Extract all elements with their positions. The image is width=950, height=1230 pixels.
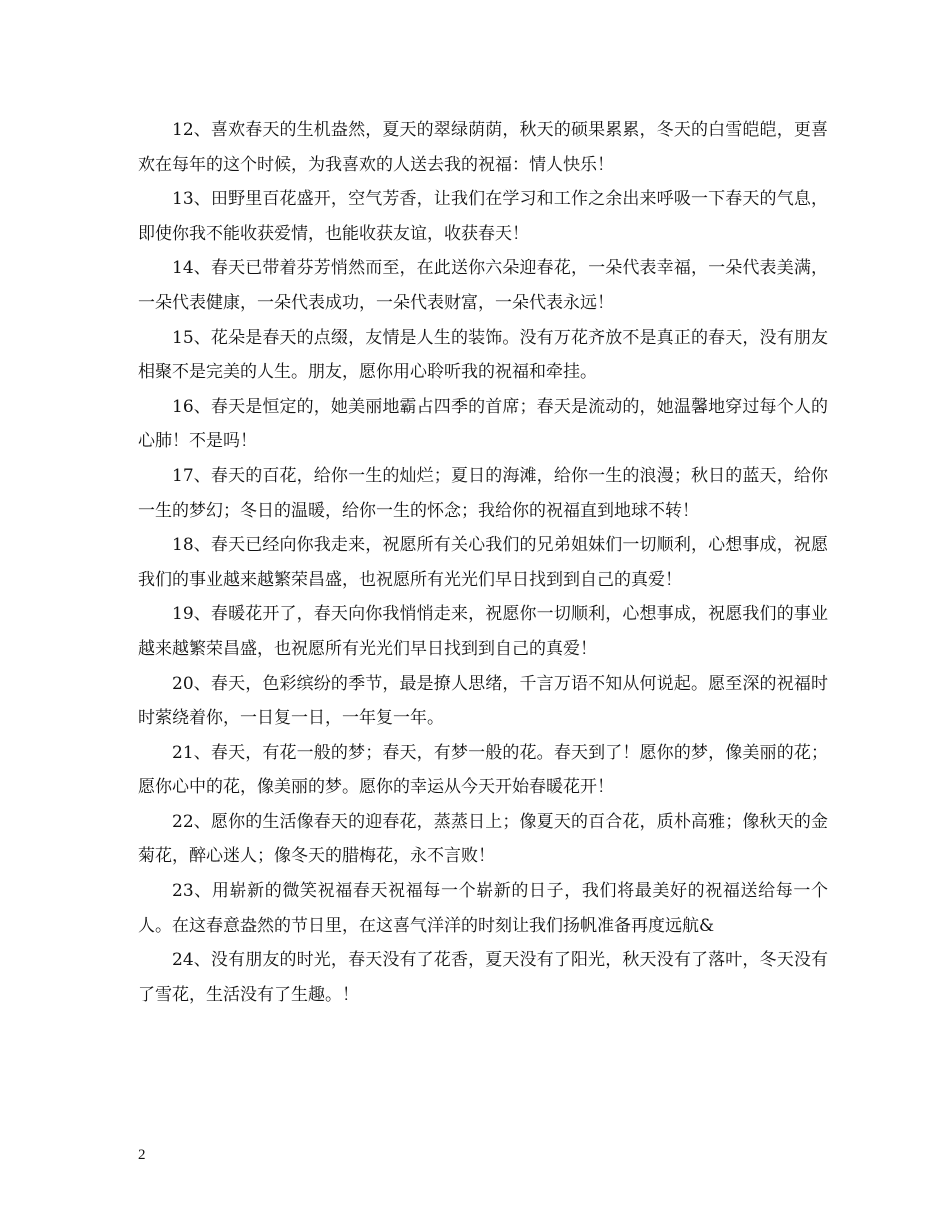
paragraph-18: 18、春天已经向你我走来，祝愿所有关心我们的兄弟姐妹们一切顺利，心想事成，祝愿我们的事业越来越繁荣昌盛，也祝愿所有光光们早日找到到自己的真爱！	[138, 535, 828, 590]
paragraph-14: 14、春天已带着芬芳悄然而至，在此送你六朵迎春花，一朵代表幸福，一朵代表美满，一朵代表健康，一朵代表成功，一朵代表财富，一朵代表永远！	[138, 258, 828, 313]
paragraph-21: 21、春天，有花一般的梦；春天，有梦一般的花。春天到了！愿你的梦，像美丽的花；愿你心中的花，像美丽的梦。愿你的幸运从今天开始春暖花开！	[138, 742, 828, 798]
paragraph-15: 15、花朵是春天的点缀，友情是人生的装饰。没有万花齐放不是真正的春天，没有朋友相聚不是完美的人生。朋友，愿你用心聆听我的祝福和牵挂。	[138, 327, 828, 383]
paragraph-20: 20、春天，色彩缤纷的季节，最是撩人思绪，千言万语不知从何说起。愿至深的祝福时时萦绕着你，一日复一日，一年复一年。	[138, 673, 828, 729]
paragraph-12: 12、喜欢春天的生机盎然，夏天的翠绿荫荫，秋天的硕果累累，冬天的白雪皑皑，更喜欢在每年的这个时候，为我喜欢的人送去我的祝福：情人快乐！	[138, 120, 828, 175]
paragraph-17: 17、春天的百花，给你一生的灿烂；夏日的海滩，给你一生的浪漫；秋日的蓝天，给你一生的梦幻；冬日的温暖，给你一生的怀念；我给你的祝福直到地球不转！	[138, 465, 828, 521]
paragraph-16: 16、春天是恒定的，她美丽地霸占四季的首席；春天是流动的，她温馨地穿过每个人的心肺！不是吗！	[138, 396, 828, 452]
paragraph-13: 13、田野里百花盛开，空气芳香，让我们在学习和工作之余出来呼吸一下春天的气息，即使你我不能收获爱情，也能收获友谊，收获春天！	[138, 189, 828, 244]
paragraph-19: 19、春暖花开了，春天向你我悄悄走来，祝愿你一切顺利，心想事成，祝愿我们的事业越来越繁荣昌盛，也祝愿所有光光们早日找到到自己的真爱！	[138, 604, 828, 659]
paragraph-23: 23、用崭新的微笑祝福春天祝福每一个崭新的日子，我们将最美好的祝福送给每一个人。在这春意盎然的节日里，在这喜气洋洋的时刻让我们扬帆准备再度远航&	[138, 881, 828, 936]
paragraph-22: 22、愿你的生活像春天的迎春花，蒸蒸日上；像夏天的百合花，质朴高雅；像秋天的金菊花，醉心迷人；像冬天的腊梅花，永不言败！	[138, 811, 828, 867]
paragraph-24: 24、没有朋友的时光，春天没有了花香，夏天没有了阳光，秋天没有了落叶，冬天没有了雪花，生活没有了生趣。！	[138, 950, 828, 1005]
page-number: 2	[138, 1147, 146, 1163]
document-body	[138, 113, 828, 1012]
